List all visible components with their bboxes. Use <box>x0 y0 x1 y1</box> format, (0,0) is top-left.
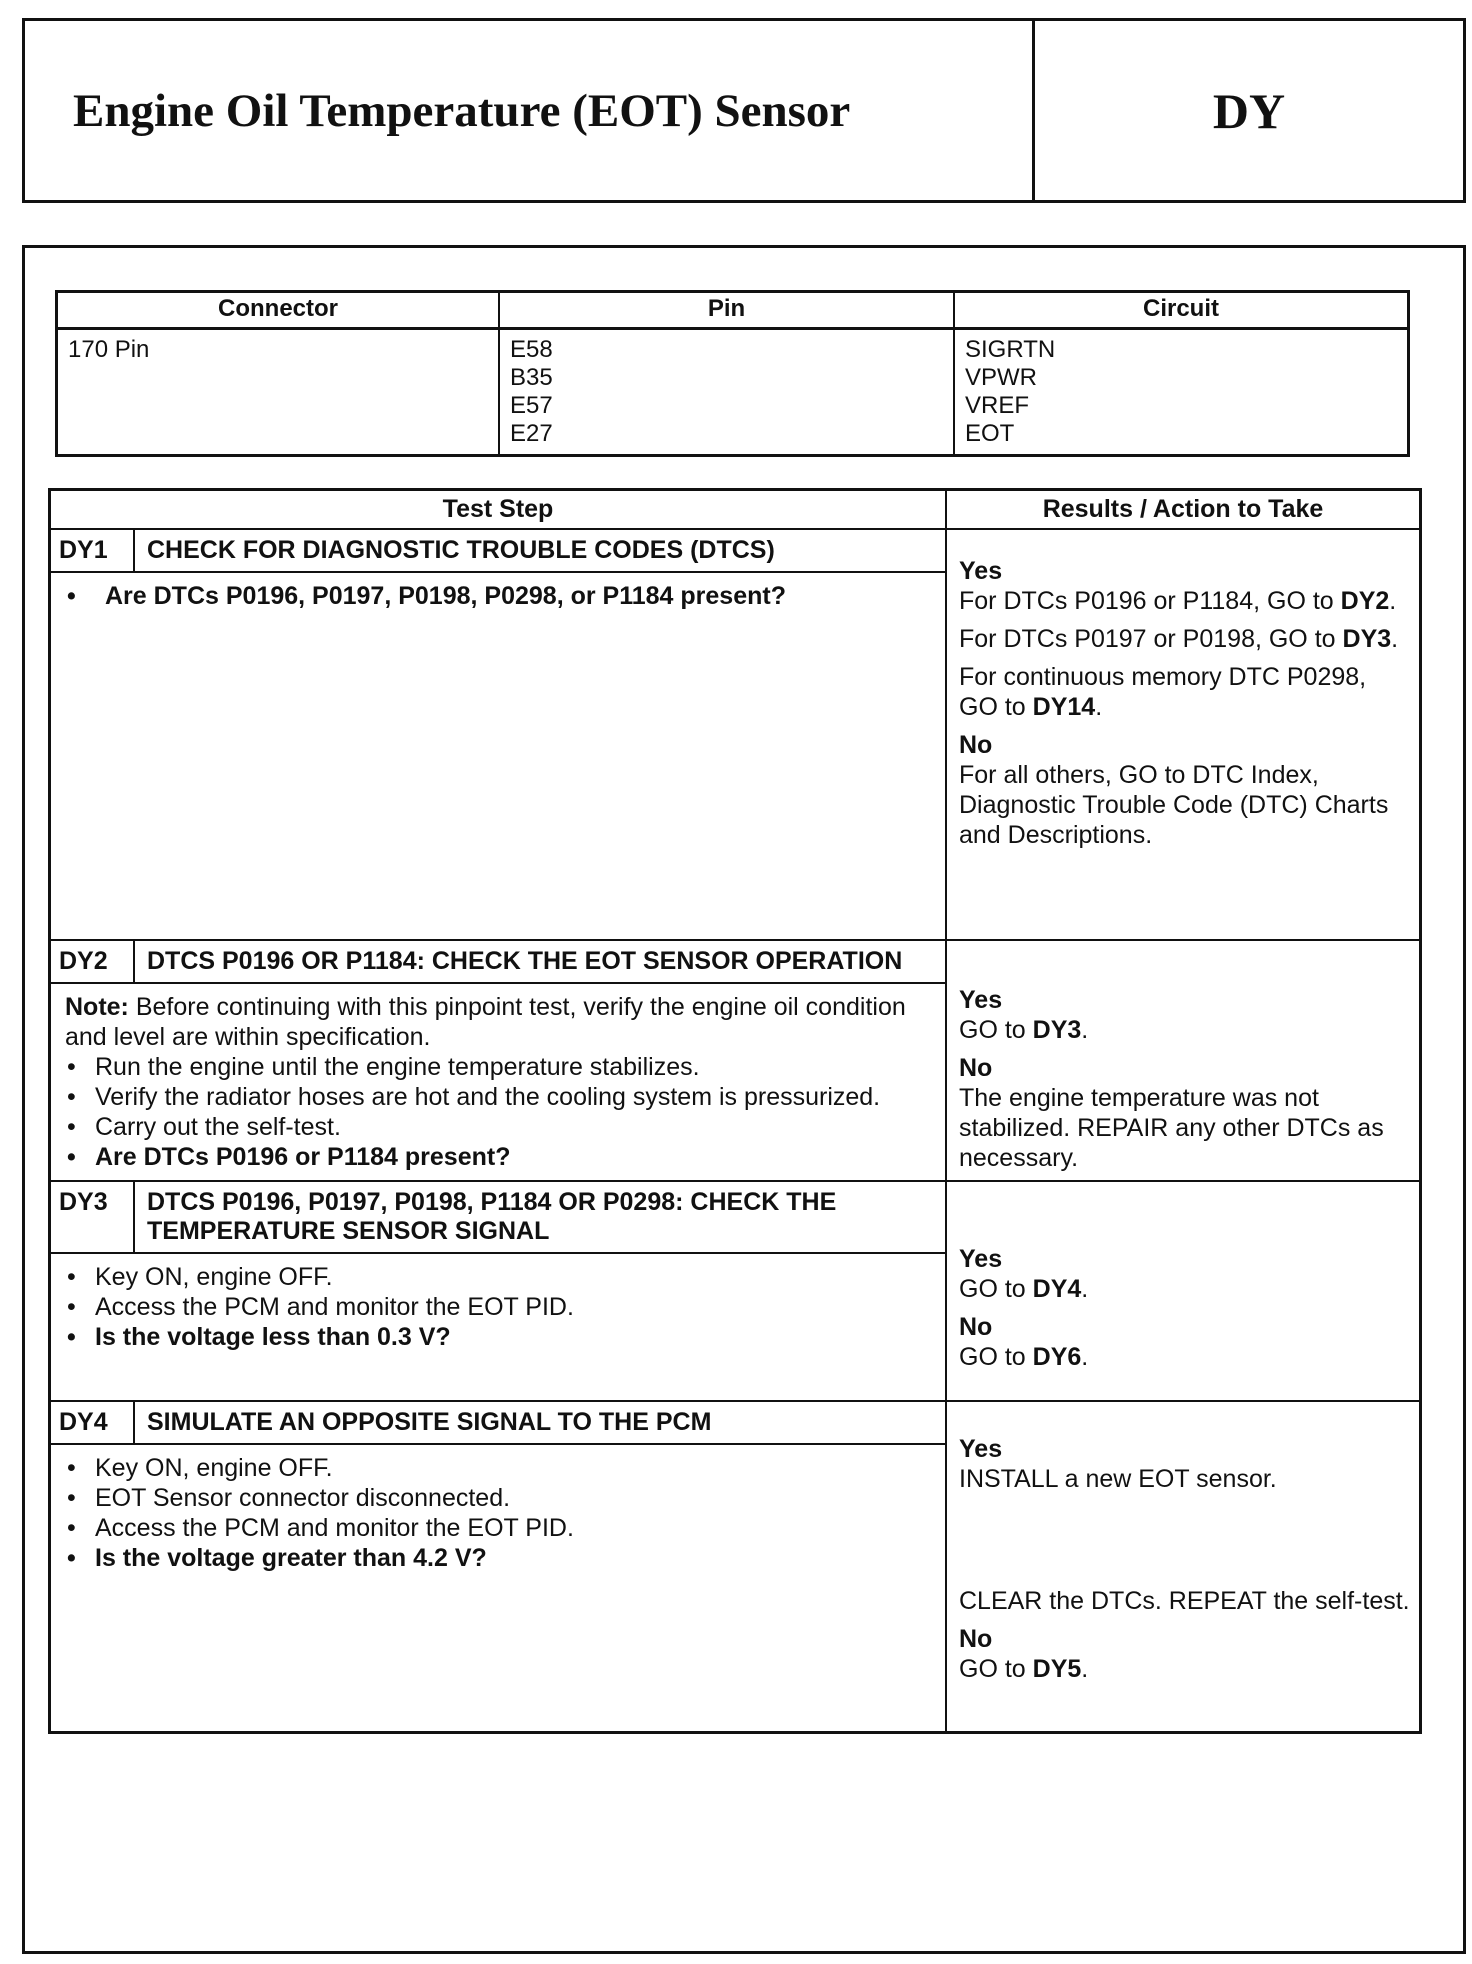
no-label: No <box>959 1313 993 1341</box>
test-step-header: Test Step <box>50 490 947 530</box>
results-header: Results / Action to Take <box>946 490 1421 530</box>
no-action: The engine temperature was not stabilized. REPAIR any other DTCs as necessary. <box>959 1084 1384 1172</box>
pin-value: E57 <box>510 392 553 419</box>
step-results: Yes GO to DY4. No GO to DY6. <box>946 1181 1421 1401</box>
yes-label: Yes <box>959 1245 1003 1273</box>
no-action: For all others, GO to DTC Index, Diagnostic Trouble Code (DTC) Charts and Descriptions. <box>959 761 1389 849</box>
yes-label: Yes <box>959 1435 1003 1463</box>
step-question: • Are DTCs P0196 or P1184 present? <box>95 1142 933 1172</box>
yes-label: Yes <box>959 557 1003 585</box>
yes-label: Yes <box>959 986 1003 1014</box>
step-results: Yes For DTCs P0196 or P1184, GO to DY2. For DTCs P0197 or P0198, GO to DY3. For continuous memory DTC P0298, GO to DY14. No For all others, GO to DTC Index, Diagnostic Trouble Code (DTC) Charts and Descriptions. <box>946 529 1421 940</box>
yes-action: For DTCs P0196 or P1184, GO to <box>959 587 1334 615</box>
yes-action: For continuous memory DTC P0298, GO to <box>959 663 1367 721</box>
step-results: Yes GO to DY3. No The engine temperature was not stabilized. REPAIR any other DTCs as necessary. <box>946 940 1421 1181</box>
goto-ref: DY6 <box>1032 1343 1082 1371</box>
step-body <box>50 1253 947 1401</box>
connector-value: 170 Pin <box>57 329 500 456</box>
no-action: GO to <box>959 1655 1026 1683</box>
step-body <box>50 983 947 1181</box>
goto-ref: DY4 <box>1032 1275 1082 1303</box>
step-id: DY4 <box>50 1401 135 1444</box>
circuit-value: EOT <box>965 420 1015 447</box>
no-label: No <box>959 1054 993 1082</box>
note-text: Before continuing with this pinpoint test, verify the engine oil condition and level are within specification. <box>65 993 906 1051</box>
pin-value: E27 <box>510 420 553 447</box>
connector-table <box>55 290 1410 457</box>
step-instruction: • Carry out the self-test. <box>95 1112 933 1142</box>
goto-ref: DY3 <box>1342 625 1392 653</box>
pin-value: E58 <box>510 336 553 363</box>
step-results: Yes INSTALL a new EOT sensor. CLEAR the DTCs. REPEAT the self-test. No GO to DY5. <box>946 1401 1421 1733</box>
section-code: DY <box>1212 82 1286 139</box>
pin-list <box>499 329 954 456</box>
note-label: Note: <box>65 993 129 1021</box>
step-body <box>50 1444 947 1733</box>
goto-ref: DY3 <box>1032 1016 1082 1044</box>
goto-ref: DY14 <box>1032 693 1096 721</box>
step-title: DTCS P0196 OR P1184: CHECK THE EOT SENSOR OPERATION <box>134 940 946 983</box>
pin-value: B35 <box>510 364 553 391</box>
goto-ref: DY2 <box>1340 587 1390 615</box>
page-header <box>22 18 1466 203</box>
step-body <box>50 572 947 940</box>
step-id: DY1 <box>50 529 135 572</box>
step-id: DY3 <box>50 1181 135 1253</box>
yes-action: GO to <box>959 1016 1026 1044</box>
connector-header: Connector <box>57 292 500 329</box>
yes-action: CLEAR the DTCs. REPEAT the self-test. <box>959 1587 1410 1615</box>
no-label: No <box>959 731 993 759</box>
step-instruction: • Run the engine until the engine temperature stabilizes. <box>95 1052 933 1082</box>
circuit-value: VREF <box>965 392 1030 419</box>
step-question: • Is the voltage less than 0.3 V? <box>95 1322 933 1352</box>
step-title: SIMULATE AN OPPOSITE SIGNAL TO THE PCM <box>134 1401 946 1444</box>
step-instruction: • Verify the radiator hoses are hot and the cooling system is pressurized. <box>95 1082 933 1112</box>
test-step-table <box>48 488 1422 1734</box>
step-instruction: • Access the PCM and monitor the EOT PID. <box>95 1292 933 1322</box>
step-instruction: • Key ON, engine OFF. <box>95 1262 933 1292</box>
step-title: DTCS P0196, P0197, P0198, P1184 OR P0298: CHECK THE TEMPERATURE SENSOR SIGNAL <box>134 1181 946 1253</box>
circuit-value: SIGRTN <box>965 336 1056 363</box>
goto-ref: DY5 <box>1032 1655 1082 1683</box>
step-instruction: • EOT Sensor connector disconnected. <box>95 1483 933 1513</box>
pin-header: Pin <box>499 292 954 329</box>
no-action: GO to <box>959 1343 1026 1371</box>
circuit-list <box>954 329 1409 456</box>
step-instruction: • Access the PCM and monitor the EOT PID. <box>95 1513 933 1543</box>
circuit-value: VPWR <box>965 364 1037 391</box>
yes-action: For DTCs P0197 or P0198, GO to <box>959 625 1336 653</box>
step-question: • Are DTCs P0196, P0197, P0198, P0298, or P1184 present? <box>95 581 933 611</box>
step-title: CHECK FOR DIAGNOSTIC TROUBLE CODES (DTCS) <box>134 529 946 572</box>
step-question: • Is the voltage greater than 4.2 V? <box>95 1543 933 1573</box>
yes-action: GO to <box>959 1275 1026 1303</box>
step-instruction: • Key ON, engine OFF. <box>95 1453 933 1483</box>
step-id: DY2 <box>50 940 135 983</box>
yes-action: INSTALL a new EOT sensor. <box>959 1465 1277 1493</box>
no-label: No <box>959 1625 993 1653</box>
circuit-header: Circuit <box>954 292 1409 329</box>
page-title: Engine Oil Temperature (EOT) Sensor <box>25 21 1035 200</box>
